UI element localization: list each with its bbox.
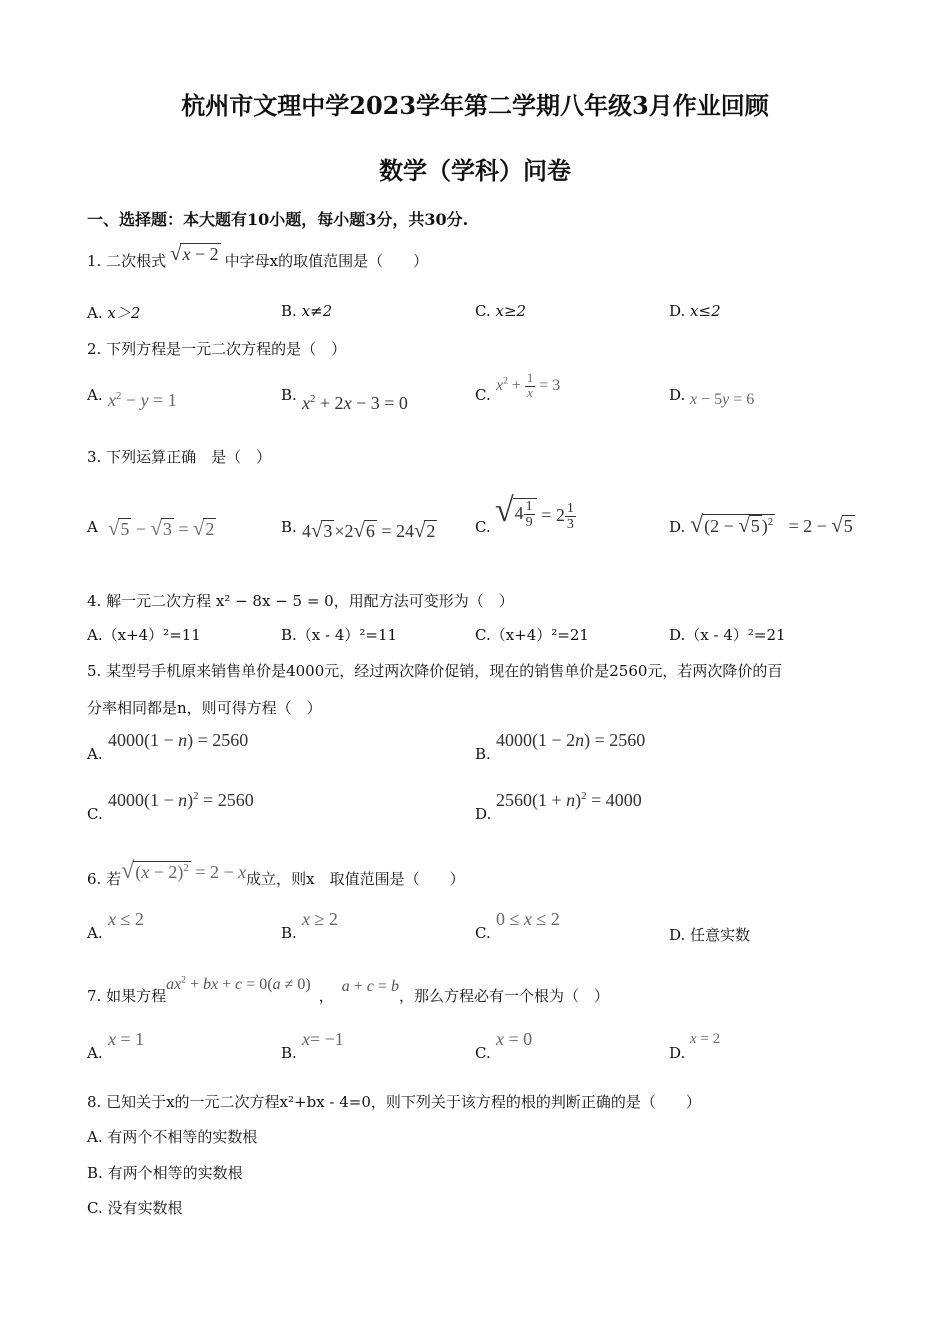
q4-option-d: D.（x - 4）²=21 <box>669 626 786 644</box>
page-subtitle: 数学（学科）问卷 <box>379 156 571 185</box>
q3-option-d: D. <box>669 518 686 536</box>
q3-formula-d: √(2 − √5 )$^2$ = 2 − √5 <box>690 512 853 538</box>
question-6-formula: $√(x - 2)^2 = 2 - x$ <box>121 858 247 884</box>
question-5-line1: 5. 某型号手机原来销售单价是4000元，经过两次降价促销，现在的销售单价是2560元，若两次降价的百 <box>87 662 783 680</box>
q6-option-c: C. <box>475 924 491 942</box>
q1-option-d: D. x≤2 <box>669 302 721 320</box>
question-7-suffix: ，那么方程必有一个根为（ ） <box>398 987 609 1005</box>
q8-option-b: B. 有两个相等的实数根 <box>87 1164 243 1182</box>
q7-option-c: C. <box>475 1044 491 1062</box>
q5-formula-d: $2560(1 + n)^2 = 4000$ <box>496 790 642 810</box>
question-6 <box>87 858 465 891</box>
section-header: 一、选择题：本大题有10小题，每小题3分，共30分. <box>87 210 469 229</box>
q5-option-b: B. <box>475 745 491 763</box>
q5-formula-a: 4000(1 − n) = 2560 <box>108 730 249 750</box>
q3-formula-b: 4√3 ×2√6 = 24√2 <box>302 520 436 542</box>
question-4: 4. 解一元二次方程 x² − 8x − 5 = 0，用配方法可变形为（ ） <box>87 592 514 610</box>
q2-formula-d: x − 5y = 6 <box>690 391 755 408</box>
q6-option-b: B. <box>281 924 297 942</box>
question-5-line2: 分率相同都是n，则可得方程（ ） <box>87 699 322 717</box>
q4-option-a: A.（x+4）²=11 <box>87 626 201 644</box>
question-7-formula-2: a + c = b <box>341 978 399 995</box>
question-6-prefix: 6. 若 <box>87 870 122 888</box>
question-7-formula-1: $ax^2$ + bx + c = 0(a ≠ 0) <box>166 974 311 993</box>
question-8: 8. 已知关于x的一元二次方程x²+bx - 4=0，则下列关于该方程的根的判断正确的是（ ） <box>87 1093 701 1111</box>
q7-option-b: B. <box>281 1044 297 1062</box>
q1-option-a: A. x＞2 <box>87 304 141 322</box>
q3-formula-a: √5 − √3 = √2 <box>108 518 215 540</box>
q7-formula-d: x = 2 <box>690 1031 721 1047</box>
q5-option-d: D. <box>475 805 492 823</box>
q7-option-a: A. <box>87 1044 103 1062</box>
q1-option-c: C. x≥2 <box>475 302 527 320</box>
question-1 <box>87 243 429 272</box>
q5-option-c: C. <box>87 805 103 823</box>
q2-option-b: B. <box>281 386 297 404</box>
q4-option-b: B.（x - 4）²=11 <box>281 626 398 644</box>
question-7 <box>87 974 609 1006</box>
question-6-suffix: 成立，则x 取值范围是（ ） <box>246 870 465 888</box>
page-title: 杭州市文理中学2023学年第二学期八年级3月作业回顾 <box>181 91 769 120</box>
question-7-prefix: 7. 如果方程 <box>87 987 167 1005</box>
q7-formula-b: x= −1 <box>302 1029 344 1049</box>
q5-formula-b: 4000(1 − 2n) = 2560 <box>496 730 646 750</box>
question-2: 2. 下列方程是一元二次方程的是（ ） <box>87 340 347 358</box>
q6-formula-b: x ≥ 2 <box>302 909 338 929</box>
q2-option-a: A. <box>87 386 103 404</box>
q1-option-b: B. x≠2 <box>281 302 333 320</box>
q3-option-c: C. <box>475 518 491 536</box>
q5-option-a: A. <box>87 745 103 763</box>
question-1-prefix: 1. 二次根式 <box>87 252 167 270</box>
q6-formula-a: x ≤ 2 <box>108 909 144 929</box>
q6-formula-c: 0 ≤ x ≤ 2 <box>496 909 560 929</box>
q8-option-c: C. 没有实数根 <box>87 1199 183 1217</box>
question-3: 3. 下列运算正确 是（ ） <box>87 448 272 466</box>
q7-option-d: D. <box>669 1044 686 1062</box>
q8-option-a: A. 有两个不相等的实数根 <box>87 1128 258 1146</box>
q3-option-b: B. <box>281 518 297 536</box>
q2-formula-c: $x^2$ + $\frac{1}{x}$ = 3 <box>496 371 561 400</box>
q4-option-c: C.（x+4）²=21 <box>475 626 589 644</box>
q6-option-d: D. 任意实数 <box>669 926 751 944</box>
q3-formula-c: √4 $\frac{1}{9}$ = 2 $\frac{1}{3}$ <box>495 492 574 533</box>
q6-option-a: A. <box>87 924 103 942</box>
q2-formula-b: $x^2 + 2x - 3 = 0$ <box>302 393 408 413</box>
q2-option-c: C. <box>475 386 491 404</box>
question-7-mid: ， <box>318 987 334 1005</box>
question-1-suffix: 中字母x的取值范围是（ ） <box>224 252 429 270</box>
q3-option-a: A <box>87 518 98 536</box>
q2-formula-a: $x^2 - y = 1$ <box>108 390 177 410</box>
q7-formula-c: x = 0 <box>496 1029 533 1049</box>
q5-formula-c: $4000(1 - n)^2 = 2560$ <box>108 790 254 810</box>
question-1-formula: √x − 2 <box>170 243 219 265</box>
q7-formula-a: x = 1 <box>108 1029 145 1049</box>
q2-option-d: D. <box>669 386 686 404</box>
